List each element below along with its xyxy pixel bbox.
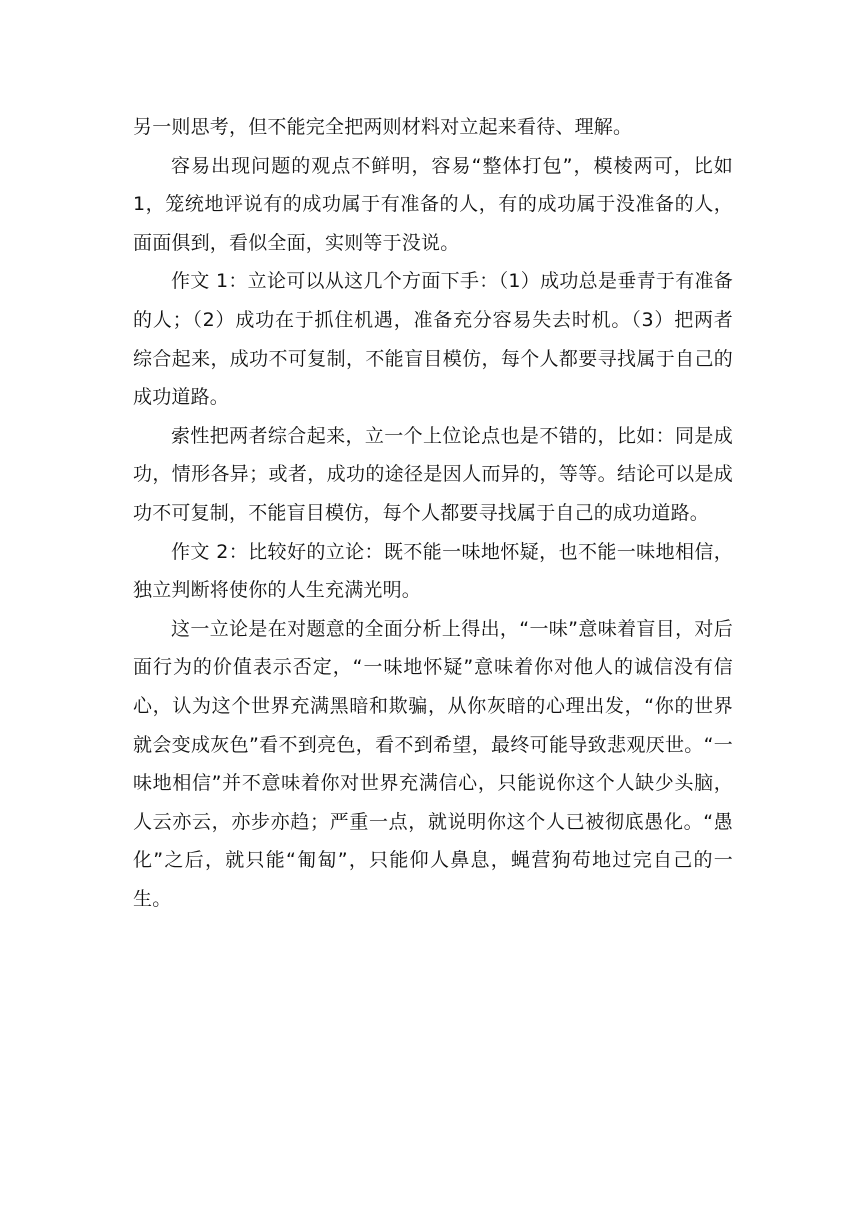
paragraph-essay-2: 作文 2：比较好的立论：既不能一味地怀疑，也不能一味地相信，独立判断将使你的人生充满光明。 xyxy=(133,540,733,602)
paragraph-common-problems: 容易出现问题的观点不鲜明，容易“整体打包”，模棱两可，比如 1，笼统地评说有的成功属于有准备的人，有的成功属于没准备的人，面面俱到，看似全面，实则等于没说。 xyxy=(133,154,733,254)
paragraph-essay-1: 作文 1：立论可以从这几个方面下手：（1）成功总是垂青于有准备的人；（2）成功在于抓住机遇，准备充分容易失去时机。（3）把两者综合起来，成功不可复制，不能盲目模仿，每个人都要寻找属于自己的成功道路。 xyxy=(133,270,733,409)
paragraph-continuation: 另一则思考，但不能完全把两则材料对立起来看待、理解。 xyxy=(133,116,633,138)
document-body xyxy=(133,108,733,918)
paragraph-analysis: 这一立论是在对题意的全面分析上得出，“一味”意味着盲目，对后面行为的价值表示否定，“一味地怀疑”意味着你对他人的诚信没有信心，认为这个世界充满黑暗和欺骗，从你灰暗的心理出发，“你的世界就会变成灰色”看不到亮色，看不到希望，最终可能导致悲观厌世。“一味地相信”并不意味着你对世界充满信心，只能说你这个人缺少头脑，人云亦云，亦步亦趋；严重一点，就说明你这个人已被彻底愚化。“愚化”之后，就只能“匍匐”，只能仰人鼻息，蝇营狗苟地过完自己的一生。 xyxy=(133,617,733,910)
paragraph-combined-thesis: 索性把两者综合起来，立一个上位论点也是不错的，比如：同是成功，情形各异；或者，成功的途径是因人而异的，等等。结论可以是成功不可复制，不能盲目模仿，每个人都要寻找属于自己的成功道路。 xyxy=(133,424,733,524)
